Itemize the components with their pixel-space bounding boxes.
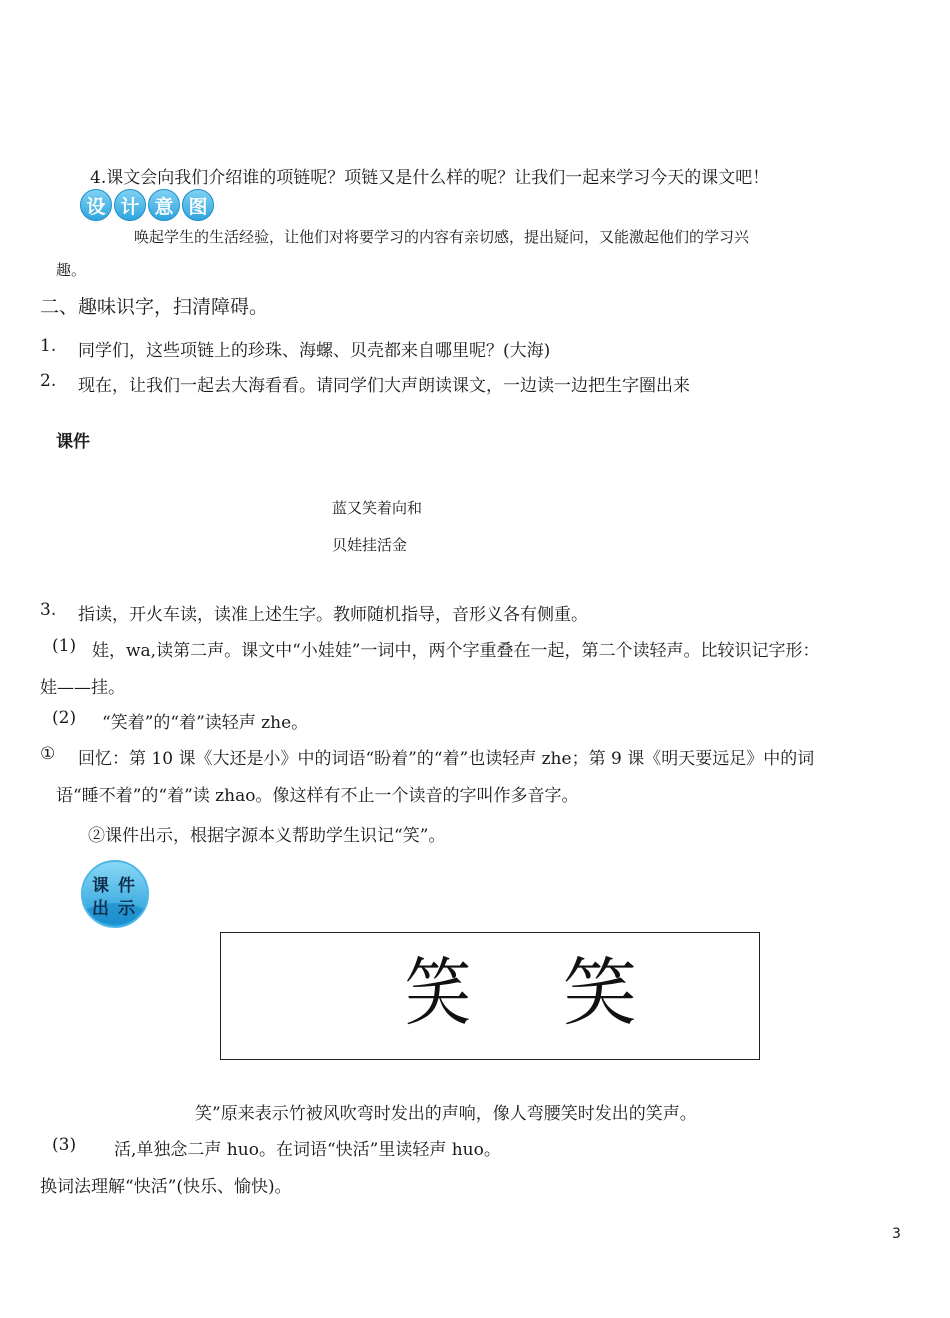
design-intent-text-cont: 趣。 [56, 261, 87, 279]
item-3-text: 指读，开火车读，读准上述生字。教师随机指导，音形义各有侧重。 [78, 605, 588, 625]
character-origin-figure [220, 932, 760, 1060]
courseware-badge-icon [80, 857, 150, 929]
modern-glyph-xiao: 笑 [563, 950, 637, 1036]
cw-badge-char: 件 [118, 876, 135, 896]
item-2-text: 现在，让我们一起去大海看看。请同学们大声朗读课文，一边读一边把生字圈出来 [78, 376, 690, 396]
design-badge-char: 计 [114, 189, 146, 221]
new-chars-row-1: 蓝又笑着向和 [332, 499, 423, 517]
design-badge-char: 图 [182, 189, 214, 221]
item-1-number: 1. [40, 336, 57, 356]
sub-1-number: (1) [52, 636, 77, 656]
design-badge-char: 意 [148, 189, 180, 221]
courseware-display-badge [80, 857, 150, 929]
cw-badge-char: 示 [118, 899, 135, 919]
sub-2-text: “笑着”的“着”读轻声 zhe。 [102, 713, 309, 733]
item-3-number: 3. [40, 600, 57, 620]
courseware-label: 课件 [56, 432, 90, 452]
section-2-title: 二、趣味识字，扫清障碍。 [40, 296, 269, 318]
page-number: 3 [892, 1226, 901, 1242]
circled-1-text: 回忆：第 10 课《大还是小》中的词语“盼着”的“着”也读轻声 zhe；第 9 课《明天要远足》中的词 [78, 749, 815, 769]
circled-1-number: ① [40, 744, 56, 764]
design-intent-text: 唤起学生的生活经验，让他们对将要学习的内容有亲切感，提出疑问，又能激起他们的学习兴 [134, 228, 750, 246]
item-2-number: 2. [40, 371, 57, 391]
sub-3-text: 活,单独念二声 huo。在词语“快活”里读轻声 huo。 [114, 1140, 501, 1160]
cw-badge-char: 出 [92, 899, 109, 919]
sub-2-number: (2) [52, 708, 77, 728]
circled-2-text: ②课件出示，根据字源本义帮助学生识记“笑”。 [88, 826, 446, 846]
sub-1-text-cont: 娃——挂。 [40, 678, 125, 698]
intro-question-4: 4.课文会向我们介绍谁的项链呢？项链又是什么样的呢？让我们一起来学习今天的课文吧！ [90, 168, 770, 188]
cw-badge-char: 课 [92, 876, 109, 896]
new-chars-row-2: 贝娃挂活金 [332, 536, 408, 554]
sub-1-text: 娃，wa,读第二声。课文中“小娃娃”一词中，两个字重叠在一起，第二个读轻声。比较识记字形： [92, 641, 820, 661]
item-1-text: 同学们，这些项链上的珍珠、海螺、贝壳都来自哪里呢？(大海) [78, 341, 551, 361]
figure-caption: 笑”原来表示竹被风吹弯时发出的声响，像人弯腰笑时发出的笑声。 [195, 1104, 697, 1124]
ancient-glyph-xiao: 笑 [404, 950, 472, 1036]
sub-3-number: (3) [52, 1135, 77, 1155]
design-intent-badge [80, 189, 216, 221]
design-badge-char: 设 [80, 189, 112, 221]
circled-1-text-cont: 语“睡不着”的“着”读 zhao。像这样有不止一个读音的字叫作多音字。 [56, 786, 579, 806]
last-line: 换词法理解“快活”(快乐、愉快)。 [40, 1177, 292, 1197]
